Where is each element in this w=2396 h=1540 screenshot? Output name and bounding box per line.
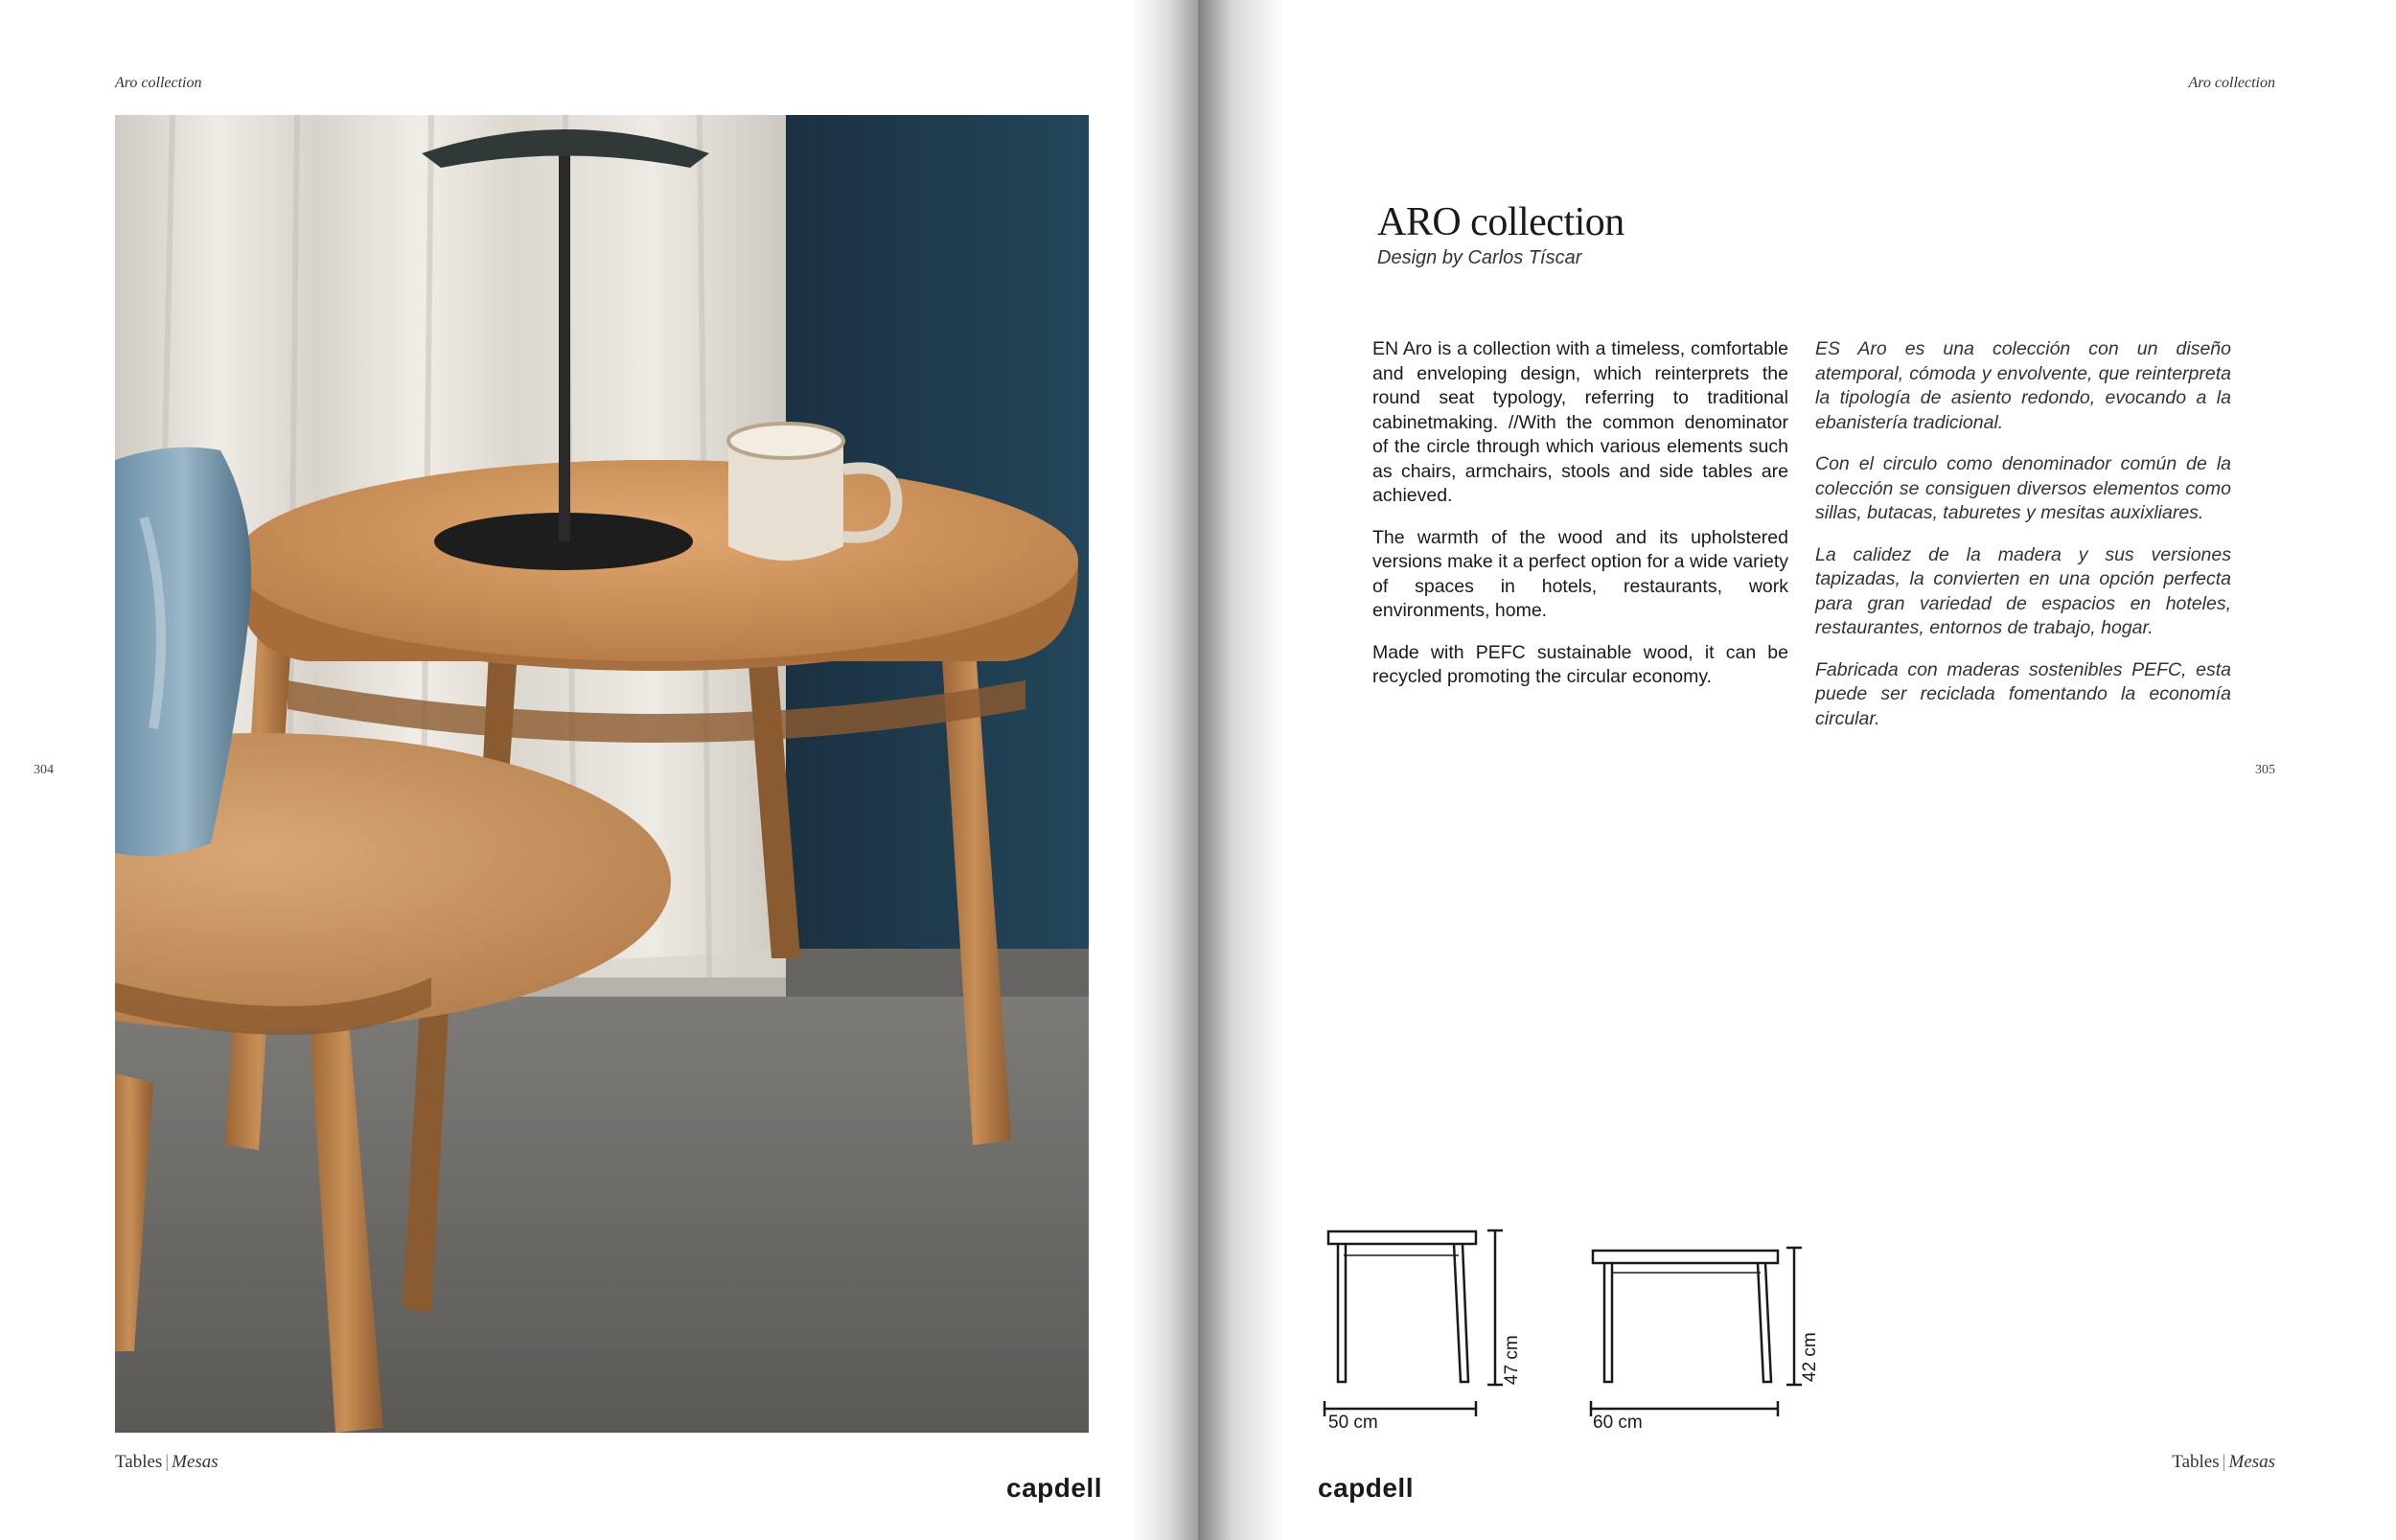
running-head: Aro collection <box>115 75 202 91</box>
footer-section-en: Tables <box>2172 1452 2220 1472</box>
paragraph: ES Aro es una colección con un diseño atemporal, cómoda y envolvente, que reinterpreta la tipología de asiento redondo, evocando a la ebanistería tradicional. <box>1815 338 2231 433</box>
collection-title: ARO collection <box>1377 200 1624 244</box>
brand-logo: capdell <box>1006 1473 1102 1503</box>
height-label: 42 cm <box>1800 1332 1820 1382</box>
paragraph: La calidez de la madera y sus versiones tapizadas, la convierten en una opción perfecta para gran variedad de espacios en hoteles, restaurantes, entornos de trabajo, hogar. <box>1815 543 2231 638</box>
footer-section <box>2172 1452 2275 1473</box>
width-label: 50 cm <box>1328 1413 1378 1433</box>
paragraph: The warmth of the wood and its upholstered versions make it a perfect option for a wide variety of spaces in hotels, restaurants, work environments, home. <box>1372 526 1788 621</box>
paragraph: Made with PEFC sustainable wood, it can be recycled promoting the circular economy. <box>1372 641 1788 687</box>
page-number: 304 <box>34 763 54 777</box>
footer-section-es: Mesas <box>2228 1452 2275 1472</box>
product-photo <box>115 115 1089 1433</box>
description-spanish <box>1815 337 2231 748</box>
description-english <box>1372 337 1788 707</box>
footer-section-es: Mesas <box>172 1452 219 1472</box>
footer-section <box>115 1452 219 1473</box>
designer-credit: Design by Carlos Tíscar <box>1377 247 1582 268</box>
gutter-shadow <box>1198 0 1284 1540</box>
page-number: 305 <box>2255 763 2275 777</box>
footer-separator: | <box>2222 1452 2226 1472</box>
paragraph: EN Aro is a collection with a timeless, comfortable and enveloping design, which reinterprets the round seat typology, referring to traditional cabinetmaking. //With the common denominator of the circle through which various elements such as chairs, armchairs, stools and side tables are achieved. <box>1372 338 1788 506</box>
gutter-shadow <box>1131 0 1198 1540</box>
footer-section-en: Tables <box>115 1452 163 1472</box>
height-label: 47 cm <box>1502 1335 1522 1385</box>
right-page <box>1198 0 2396 1540</box>
table-drawing-small <box>1315 1217 1522 1433</box>
width-label: 60 cm <box>1593 1413 1643 1433</box>
running-head: Aro collection <box>2188 75 2275 91</box>
brand-logo: capdell <box>1318 1473 1414 1503</box>
footer-separator: | <box>165 1452 170 1472</box>
paragraph: Fabricada con maderas sostenibles PEFC, esta puede ser reciclada fomentando la economía circular. <box>1815 658 2231 729</box>
table-drawing-large <box>1583 1217 1820 1433</box>
paragraph: Con el circulo como denominador común de la colección se consiguen diversos elementos como sillas, butacas, taburetes y mesitas auxixliares. <box>1815 453 2231 523</box>
